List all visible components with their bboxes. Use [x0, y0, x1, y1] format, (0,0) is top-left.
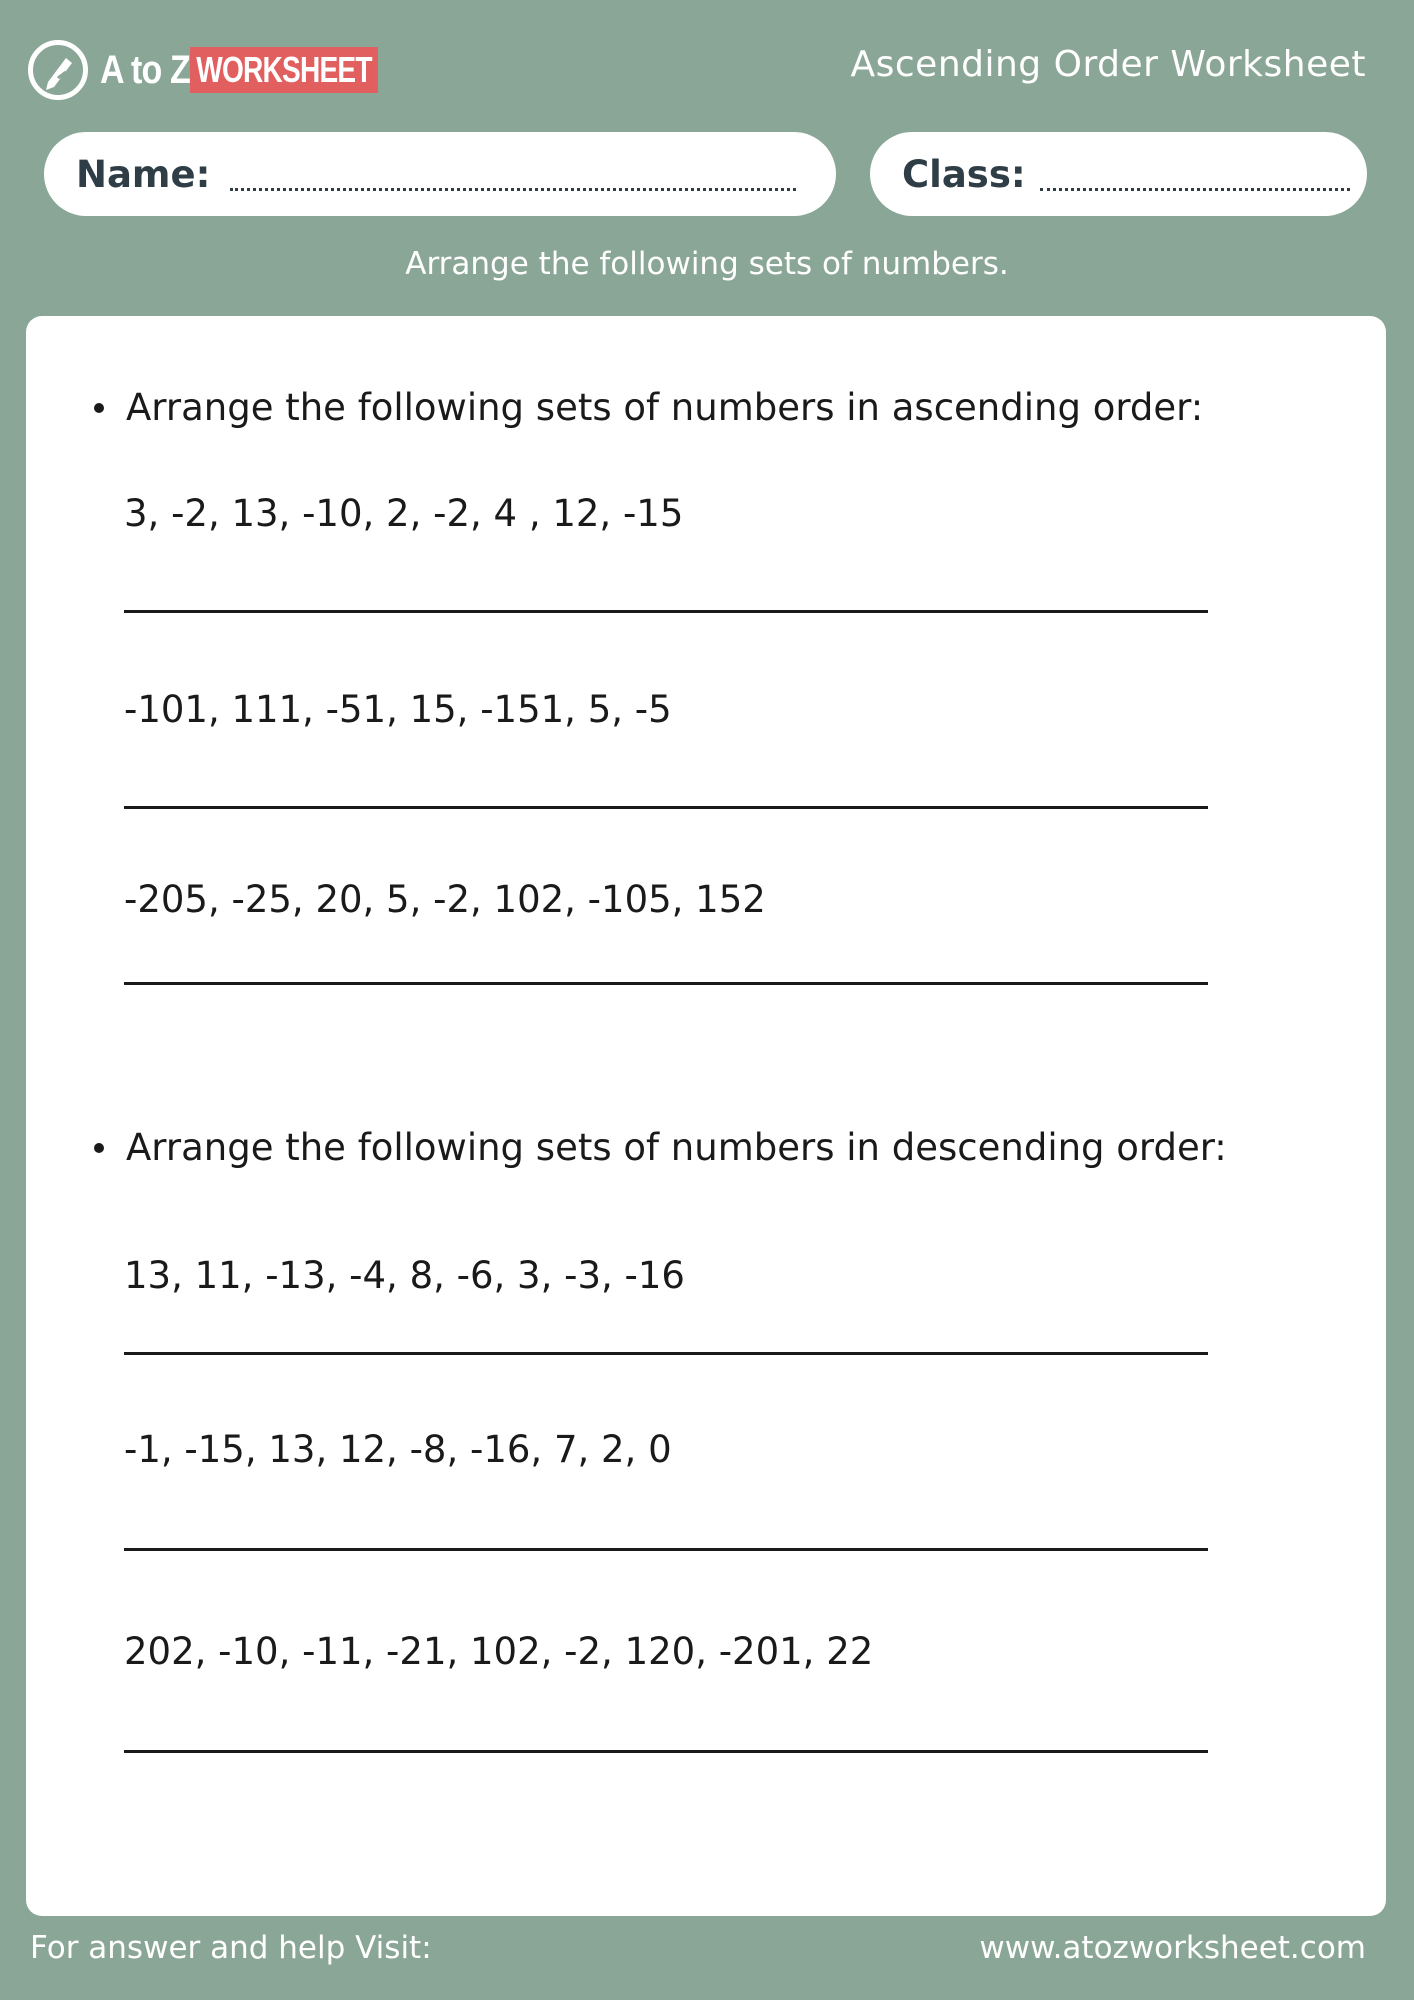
problem-2: -101, 111, -51, 15, -151, 5, -5 — [124, 688, 672, 731]
instruction-text: Arrange the following sets of numbers. — [405, 246, 1009, 282]
section-heading-ascending — [126, 386, 1203, 429]
answer-line-2[interactable] — [124, 806, 1208, 809]
name-blank[interactable] — [230, 188, 796, 191]
logo-badge: WORKSHEET — [190, 47, 378, 93]
problem-3: -205, -25, 20, 5, -2, 102, -105, 152 — [124, 878, 766, 921]
class-field[interactable] — [870, 132, 1367, 216]
worksheet-title: Ascending Order Worksheet — [850, 44, 1366, 85]
bullet-icon — [94, 403, 104, 413]
section-heading-text: Arrange the following sets of numbers in ascending order: — [126, 386, 1204, 429]
worksheet-card — [26, 316, 1386, 1916]
answer-line-5[interactable] — [124, 1548, 1208, 1551]
name-label: Name: — [76, 152, 211, 196]
class-label: Class: — [902, 152, 1026, 196]
answer-line-1[interactable] — [124, 610, 1208, 613]
answer-line-4[interactable] — [124, 1352, 1208, 1355]
answer-line-6[interactable] — [124, 1750, 1208, 1753]
logo-text: A to Z — [100, 47, 190, 92]
problem-5: -1, -15, 13, 12, -8, -16, 7, 2, 0 — [124, 1428, 672, 1471]
section-heading-descending — [126, 1126, 1227, 1169]
bullet-icon — [94, 1143, 104, 1153]
name-field[interactable] — [44, 132, 836, 216]
pencil-icon — [28, 40, 88, 100]
problem-1: 3, -2, 13, -10, 2, -2, 4 , 12, -15 — [124, 492, 684, 535]
footer-help-text: For answer and help Visit: — [30, 1930, 432, 1966]
brand-logo — [28, 38, 431, 102]
answer-line-3[interactable] — [124, 982, 1208, 985]
class-blank[interactable] — [1040, 188, 1350, 191]
problem-4: 13, 11, -13, -4, 8, -6, 3, -3, -16 — [124, 1254, 685, 1297]
footer-website-link[interactable]: www.atozworksheet.com — [979, 1930, 1366, 1966]
problem-6: 202, -10, -11, -21, 102, -2, 120, -201, 22 — [124, 1630, 874, 1673]
section-heading-text: Arrange the following sets of numbers in descending order: — [126, 1126, 1227, 1169]
